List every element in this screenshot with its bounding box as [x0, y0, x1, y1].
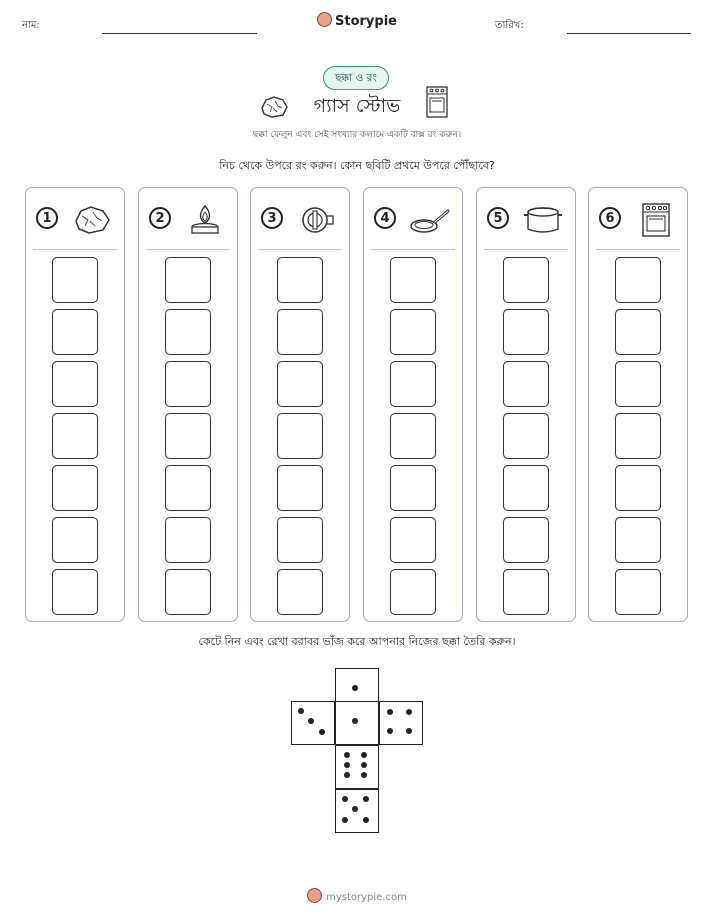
color-box[interactable] [615, 309, 661, 355]
color-box[interactable] [615, 413, 661, 459]
color-box[interactable] [277, 309, 323, 355]
color-box[interactable] [615, 361, 661, 407]
gas-stove-icon [633, 202, 677, 238]
gas-burner-flame-icon [183, 202, 227, 238]
color-box[interactable] [390, 517, 436, 563]
dice-pip [406, 709, 412, 715]
dice-pip [361, 772, 367, 778]
dice-pip [344, 752, 350, 758]
color-box[interactable] [503, 361, 549, 407]
column-divider [258, 249, 342, 250]
dice-pip [342, 796, 348, 802]
dice-pip [363, 817, 369, 823]
dice-pip [352, 718, 358, 724]
dice-pip [319, 729, 325, 735]
color-box[interactable] [52, 569, 98, 615]
color-box[interactable] [165, 257, 211, 303]
column-number: 4 [374, 207, 396, 229]
dice-pip [406, 728, 412, 734]
column-number: 1 [36, 207, 58, 229]
dice-face-6 [335, 745, 379, 789]
footer-url[interactable]: mystorypie.com [326, 892, 407, 903]
column-2 [138, 187, 238, 622]
dice-pip [363, 796, 369, 802]
dice-face-4 [379, 701, 423, 745]
column-4 [363, 187, 463, 622]
color-box[interactable] [52, 361, 98, 407]
column-3 [250, 187, 350, 622]
color-box[interactable] [277, 257, 323, 303]
color-box[interactable] [52, 465, 98, 511]
subtitle: ছক্কা ফেলুন এবং সেই সংখ্যার কলামে একটি বাক্স রং করুন। [252, 130, 462, 140]
color-box[interactable] [615, 257, 661, 303]
date-label: তারিখ: [495, 20, 524, 31]
frying-pan-icon [408, 202, 452, 238]
brand-name: Storypie [335, 14, 397, 29]
column-5 [476, 187, 576, 622]
instruction-text: নিচ থেকে উপরে রং করুন। কোন ছবিটি প্রথমে উপরে পৌঁছাবে? [219, 159, 495, 172]
color-box[interactable] [277, 517, 323, 563]
color-box[interactable] [503, 465, 549, 511]
dice-pip [298, 708, 304, 714]
bear-logo-icon [307, 888, 322, 903]
column-number: 3 [261, 207, 283, 229]
footer [0, 888, 714, 903]
category-tag: ছক্কা ও রং [323, 66, 389, 90]
dice-pip [352, 685, 358, 691]
color-box[interactable] [277, 465, 323, 511]
dice-pip [387, 709, 393, 715]
color-box[interactable] [52, 309, 98, 355]
color-box[interactable] [52, 517, 98, 563]
stove-knob-icon [295, 202, 339, 238]
color-box[interactable] [165, 569, 211, 615]
color-box[interactable] [390, 465, 436, 511]
column-divider [33, 249, 117, 250]
color-box[interactable] [277, 569, 323, 615]
color-box[interactable] [615, 517, 661, 563]
color-box[interactable] [503, 517, 549, 563]
color-box[interactable] [390, 257, 436, 303]
color-box[interactable] [390, 413, 436, 459]
dice-pip [352, 806, 358, 812]
column-divider [146, 249, 230, 250]
column-1 [25, 187, 125, 622]
color-box[interactable] [390, 361, 436, 407]
color-box[interactable] [390, 309, 436, 355]
dice-pip [308, 718, 314, 724]
column-number: 6 [599, 207, 621, 229]
color-box[interactable] [165, 361, 211, 407]
cut-instruction: কেটে নিন এবং রেখা বরাবর ভাঁজ করে আপনার নিজের ছক্কা তৈরি করুন। [198, 635, 516, 648]
dice-face-5 [335, 789, 379, 833]
color-box[interactable] [503, 413, 549, 459]
column-divider [596, 249, 680, 250]
column-6 [588, 187, 688, 622]
color-box[interactable] [503, 569, 549, 615]
color-box[interactable] [503, 257, 549, 303]
bear-logo-icon [317, 12, 332, 27]
column-divider [484, 249, 568, 250]
brand-logo [0, 12, 714, 29]
coal-icon [70, 202, 114, 238]
color-box[interactable] [277, 361, 323, 407]
date-line[interactable] [567, 33, 691, 34]
gas-stove-icon [424, 84, 450, 120]
dice-pip [342, 817, 348, 823]
dice-pip [387, 728, 393, 734]
page-title: গ্যাস স্টোভ [313, 95, 401, 117]
column-divider [371, 249, 455, 250]
color-box[interactable] [390, 569, 436, 615]
dice-pip [344, 772, 350, 778]
dice-face-1-center [335, 701, 379, 745]
color-box[interactable] [165, 517, 211, 563]
color-box[interactable] [165, 465, 211, 511]
color-box[interactable] [615, 569, 661, 615]
color-box[interactable] [52, 413, 98, 459]
dice-pip [361, 762, 367, 768]
cooking-pot-icon [521, 202, 565, 238]
column-number: 5 [487, 207, 509, 229]
color-box[interactable] [165, 413, 211, 459]
dice-pip [344, 762, 350, 768]
color-box[interactable] [615, 465, 661, 511]
color-box[interactable] [503, 309, 549, 355]
color-box[interactable] [165, 309, 211, 355]
dice-face-3 [291, 701, 335, 745]
column-number: 2 [149, 207, 171, 229]
dice-pip [361, 752, 367, 758]
color-box[interactable] [52, 257, 98, 303]
name-label: নাম: [22, 20, 40, 31]
color-box[interactable] [277, 413, 323, 459]
name-line[interactable] [102, 33, 257, 34]
